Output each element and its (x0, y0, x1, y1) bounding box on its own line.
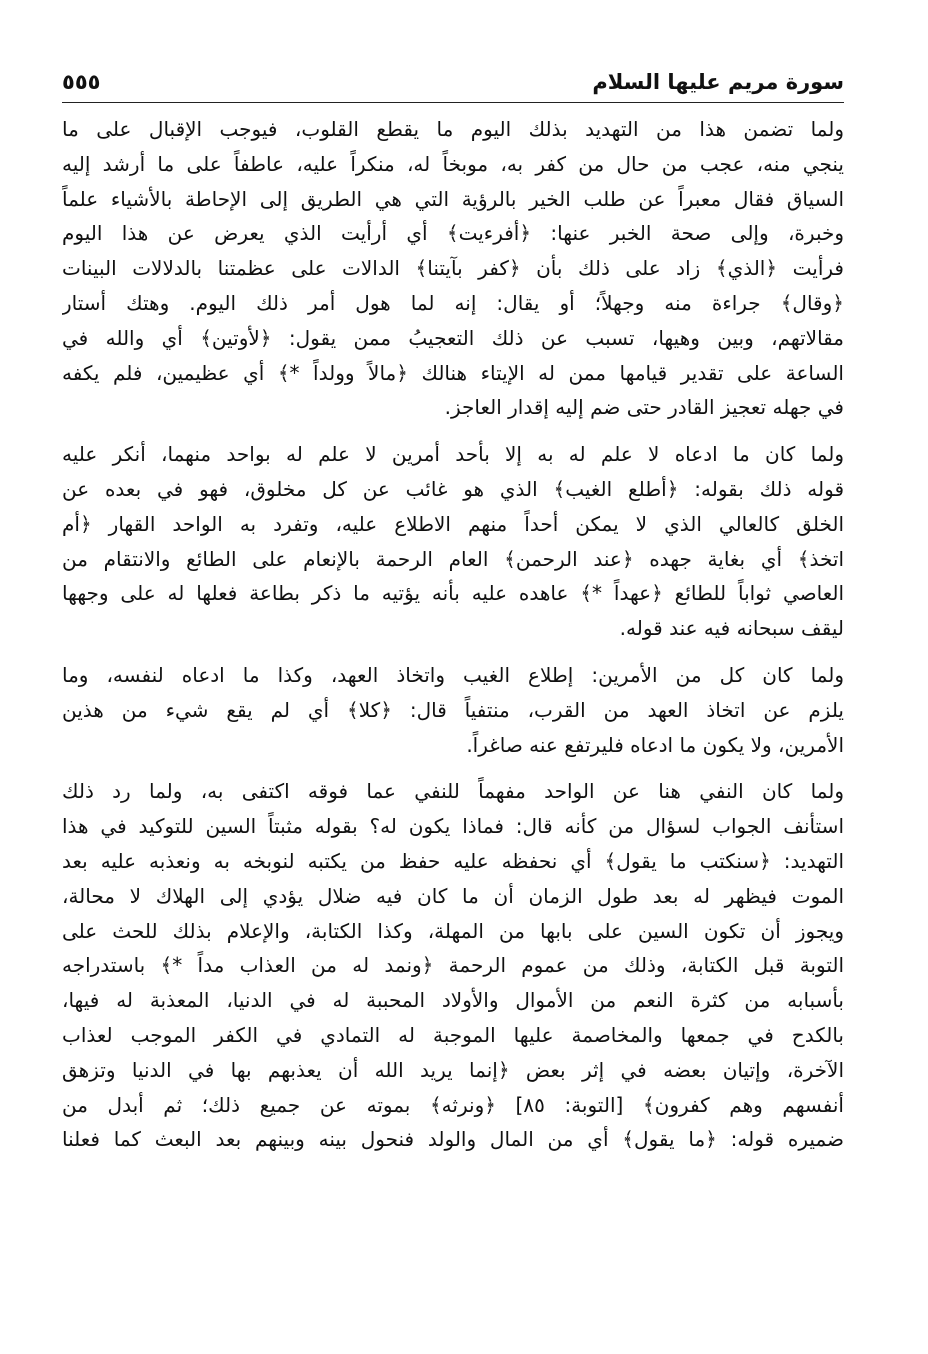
text-line: ليقف سبحانه فيه عند قوله. (619, 616, 844, 641)
paragraph (62, 437, 844, 646)
text-line: الساعة على تقدير قيامها ممن له الإيتاء هنالك ﴿مالاً وولداً *﴾ أي عظيمين، فلم يكفه (62, 360, 844, 385)
text-line: ولما تضمن هذا من التهديد بذلك اليوم ما يقطع القلوب، فيوجب الإقبال على ما (62, 117, 844, 141)
text-line: بأسبابه من كثرة النعم من الأموال والأولاد المحببة له في الدنيا، المعذبة له فيها، (62, 988, 844, 1013)
text-line: التهديد: ﴿سنكتب ما يقول﴾ أي نحفظه عليه حفظ من يكتبه لنوبخه به ونعذبه عليه بعد (62, 848, 844, 873)
text-line: ضميره قوله: ﴿ما يقول﴾ أي من المال والولد فنحول بينه وبينهم بعد البعث كما فعلنا (62, 1127, 844, 1152)
text-line: السياق فقال معبراً عن طلب الخير بالرؤية التي هي الطريق إلى الإحاطة بالأشياء علماً (62, 186, 844, 211)
text-line: ولما كان كل من الأمرين: إطلاع الغيب واتخاذ العهد، وكذا ما ادعاه لنفسه، وما (62, 662, 844, 687)
surah-title: سورة مريم عليها السلام (592, 70, 844, 94)
text-line: يلزم عن اتخاذ العهد من القرب، منتفياً قال: ﴿كلا﴾ أي لم يقع شيء من هذين (62, 697, 844, 722)
text-line: ﴿وقال﴾ جراءة منه وجهلاً؛ أو يقال: إنه لما هول أمر ذلك اليوم. وهتك أستار (62, 290, 844, 315)
paragraph (62, 658, 844, 762)
text-line: الأمرين، ولا يكون ما ادعاه فليرتفع عنه صاغراً. (466, 732, 844, 757)
text-line: ولما كان النفي هنا عن الواحد مفهماً للنفي عما فوقه اكتفى به، ولما رد ذلك (62, 779, 844, 804)
text-line: بالكدح في جمعها والمخاصمة عليها الموجبة له التمادي في الكفر الموجب لعذاب (62, 1022, 844, 1047)
page-body (62, 112, 844, 1330)
text-line: أنفسهم وهم كفرون﴾ [التوبة: ٨٥] ﴿ونرثه﴾ بموته عن جميع ذلك؛ ثم أبدل من (62, 1092, 844, 1117)
text-line: فرأيت ﴿الذي﴾ زاد على ذلك بأن ﴿كفر بآيتنا﴾ الدالات على عظمتنا بالدلالات البينات (62, 256, 844, 281)
text-line: العاصي ثواباً للطائع ﴿عهداً *﴾ عاهده عليه بأنه يؤتيه ما ذكر بطاعة فعلها له على وجهها (62, 581, 844, 606)
text-line: استأنف الجواب لسؤال من كأنه قال: فماذا يكون له؟ بقوله مثبتاً السين للتوكيد في هذا (62, 814, 844, 839)
text-line: وخبرة، وإلى صحة الخبر عنها: ﴿أفرءيت﴾ أي أرأيت الذي يعرض عن هذا اليوم (62, 221, 844, 246)
page-number: ٥٥٥ (62, 70, 101, 94)
paragraph (62, 112, 844, 425)
text-line: ويجوز أن تكون السين على بابها من المهلة، وكذا الكتابة، والإعلام بذلك للحث على (62, 918, 844, 943)
text-line: ولما كان ما ادعاه لا علم له به إلا بأحد أمرين لا علم له بواحد منهما، أنكر عليه (62, 442, 844, 467)
text-line: اتخذ﴾ أي بغاية جهده ﴿عند الرحمن﴾ العام الرحمة بالإنعام على الطائع والانتقام من (62, 546, 844, 571)
page-header (62, 62, 844, 103)
text-line: الخلق كالعالي الذي لا يمكن أحداً منهم الاطلاع عليه، وتفرد به الواحد القهار ﴿أم (62, 511, 844, 536)
text-line: التوبة قبل الكتابة، وذلك من عموم الرحمة ﴿ونمد له من العذاب مداً *﴾ باستدراجه (62, 953, 844, 978)
text-line: الموت فيظهر له بعد طول الزمان أن ما كان فيه ضلال يؤدي إلى الهلاك لا محالة، (62, 883, 844, 908)
text-line: في جهله تعجيز القادر حتى ضم إليه إقدار العاجز. (444, 395, 844, 420)
text-line: ينجي منه، عجب من حال من كفر به، موبخاً له، منكراً عليه، عاطفاً على ما أرشد إليه (62, 151, 844, 176)
text-line: الآخرة، وإتيان بعضه في إثر بعض ﴿إنما يريد الله أن يعذبهم بها في الدنيا وتزهق (62, 1057, 844, 1082)
text-line: مقالاتهم، وبين وهيها، تسبب عن ذلك التعجيبُ ممن يقول: ﴿لأوتين﴾ أي والله في (62, 325, 844, 350)
text-line: قوله ذلك بقوله: ﴿أطلع الغيب﴾ الذي هو غائب عن كل مخلوق، فهو في بعده عن (62, 476, 844, 501)
paragraph (62, 774, 844, 1157)
